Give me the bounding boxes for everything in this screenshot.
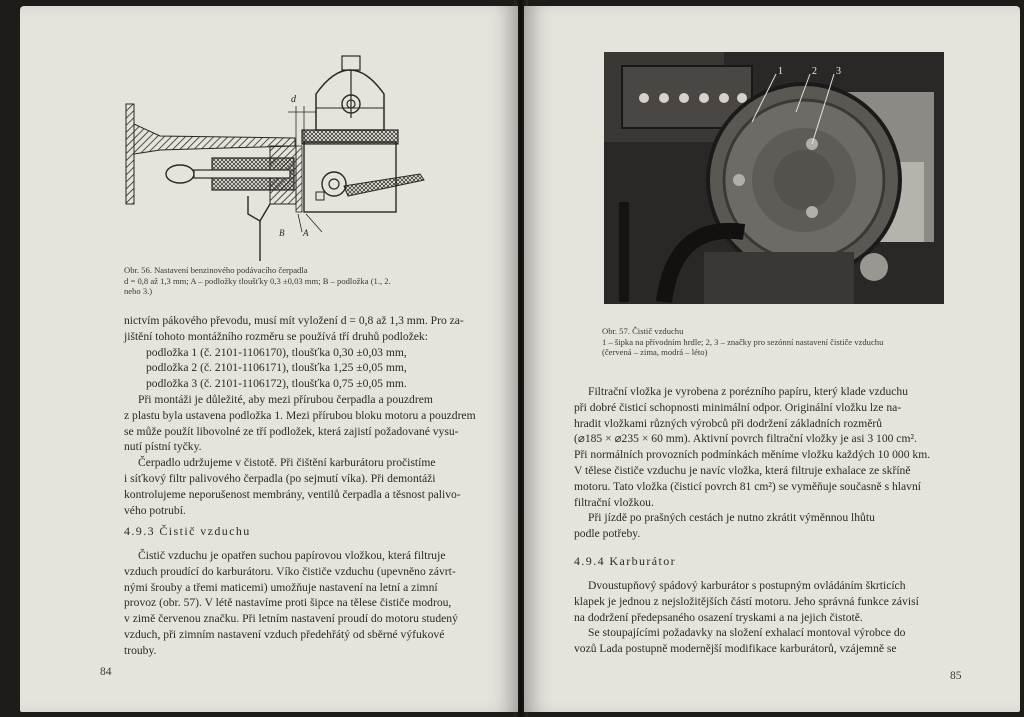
photo-label-3: 3 — [836, 66, 841, 77]
text-line: filtrační vložkou. — [574, 495, 654, 509]
text-line: (⌀185 × ⌀235 × 60 mm). Aktivní povrch filtrační vložky je asi 3 100 cm². — [574, 432, 917, 446]
text-line: vzduch, při zimním nastavení vzduch předehřátý od sběrné výfukové — [124, 627, 445, 641]
text-line: V tělese čističe vzduchu je navíc vložka, která filtruje exhalace ze skříně — [574, 463, 911, 477]
text-line: Se stoupajícími požadavky na složení exhalací montoval výrobce do — [588, 626, 906, 640]
text-line: z plastu byla ustavena podložka 1. Mezi přírubou bloku motoru a pouzdrem — [124, 408, 476, 422]
figure-label-a: A — [303, 228, 309, 238]
text-line: Při jízdě po prašných cestách je nutno zkrátit výměnnou lhůtu — [588, 511, 875, 525]
text-line: vého potrubí. — [124, 503, 186, 517]
text-line: nictvím pákového převodu, musí mít vyložení d = 0,8 až 1,3 mm. Pro za- — [124, 314, 464, 327]
text-line: Dvoustupňový spádový karburátor s postupným ovládáním škrticích — [588, 579, 906, 592]
text-line: nými šrouby a třemi maticemi) umožňuje nastavení na letní a zimní — [124, 580, 438, 594]
right-page-text-2 — [574, 578, 966, 657]
text-line: provoz (obr. 57). V létě nastavíme proti šipce na tělese čističe modrou, — [124, 596, 452, 610]
text-line: na dodržení předepsaného osazení tryskami a na jejich čistotě. — [574, 610, 863, 624]
figure-56-caption — [124, 265, 509, 297]
text-line: i síťkový filtr palivového čerpadla (po sejmutí víka). Při demontáži — [124, 471, 436, 485]
right-page-text — [574, 384, 966, 542]
text-line: se může použít libovolné ze tří podložek, která zajistí požadované vysu- — [124, 424, 459, 438]
text-line: motoru. Tato vložka (čisticí povrch 81 cm²) se vyměňuje současně s hlavní — [574, 479, 921, 493]
text-line: vozů Lada postupně modernější modifikace karburátorů, vzájemně se — [574, 642, 897, 656]
text-line: hradit vložkami různých výrobců při dodržení základních rozměrů — [574, 416, 883, 430]
left-page-text-2 — [124, 548, 516, 659]
figure-label-b: B — [279, 228, 285, 238]
text-line: v zimě červenou značku. Při letním nastavení proudí do motoru studený — [124, 612, 458, 626]
text-line: nutí pístní tyčky. — [124, 440, 202, 454]
figure-label-d: d — [291, 94, 296, 105]
text-line: Čistič vzduchu je opatřen suchou papírovou vložkou, která filtruje — [138, 549, 446, 562]
text-line: klapek je jednou z nejsložitějších částí motoru. Jeho správná funkce závisí — [574, 594, 919, 608]
text-line: Při montáži je důležité, aby mezi přírubou čerpadla a pouzdrem — [138, 392, 433, 406]
page-number: 84 — [100, 666, 112, 678]
fuel-pump-diagram — [120, 46, 450, 268]
list-item: podložka 2 (č. 2101-1106171), tloušťka 1,25 ±0,05 mm, — [146, 361, 407, 375]
list-item: podložka 1 (č. 2101-1106170), tloušťka 0,30 ±0,03 mm, — [146, 345, 407, 359]
text-line: při dobré čisticí schopnosti minimální odpor. Originální vložku lze na- — [574, 400, 902, 414]
text-line: Filtrační vložka je vyrobena z porézního papíru, který klade vzduchu — [588, 385, 908, 398]
photo-label-2: 2 — [812, 66, 817, 77]
section-heading: 4.9.4 Karburátor — [574, 554, 677, 568]
photo-label-1: 1 — [778, 66, 783, 77]
section-heading: 4.9.3 Čistič vzduchu — [124, 524, 251, 538]
text-line: Čerpadlo udržujeme v čistotě. Při čištění karburátoru pročistíme — [138, 456, 436, 470]
text-line: Při normálních provozních podmínkách měníme vložku každých 10 000 km. — [574, 448, 931, 462]
text-line: jištění tohoto montážního rozměru se používá tří druhů podložek: — [124, 329, 428, 343]
caption-line: d = 0,8 až 1,3 mm; A – podložky tloušťky 0,3 ±0,03 mm; B – podložka (1., 2. — [124, 275, 391, 286]
text-line: trouby. — [124, 643, 157, 657]
left-page — [20, 6, 518, 712]
caption-line: (červená – zima, modrá – léto) — [602, 347, 708, 358]
right-page — [524, 6, 1020, 712]
caption-line: 1 – šipka na přívodním hrdle; 2, 3 – značky pro sezónní nastavení čističe vzduchu — [602, 336, 884, 347]
caption-line: nebo 3.) — [124, 286, 153, 297]
left-page-text — [124, 313, 516, 518]
air-cleaner-photo — [604, 52, 944, 304]
text-line: vzduch proudící do karburátoru. Víko čističe vzduchu (upevněno závrt- — [124, 564, 456, 578]
figure-57-caption — [602, 326, 1002, 358]
text-line: kontrolujeme neporušenost membrány, ventilů čerpadla a těsnost palivo- — [124, 487, 461, 501]
text-line: podle potřeby. — [574, 527, 641, 541]
list-item: podložka 3 (č. 2101-1106172), tloušťka 0,75 ±0,05 mm. — [146, 377, 407, 391]
page-number: 85 — [950, 670, 962, 682]
caption-title: Obr. 56. Nastavení benzinového podávacího čerpadla — [124, 265, 308, 275]
caption-title: Obr. 57. Čistič vzduchu — [602, 326, 684, 336]
